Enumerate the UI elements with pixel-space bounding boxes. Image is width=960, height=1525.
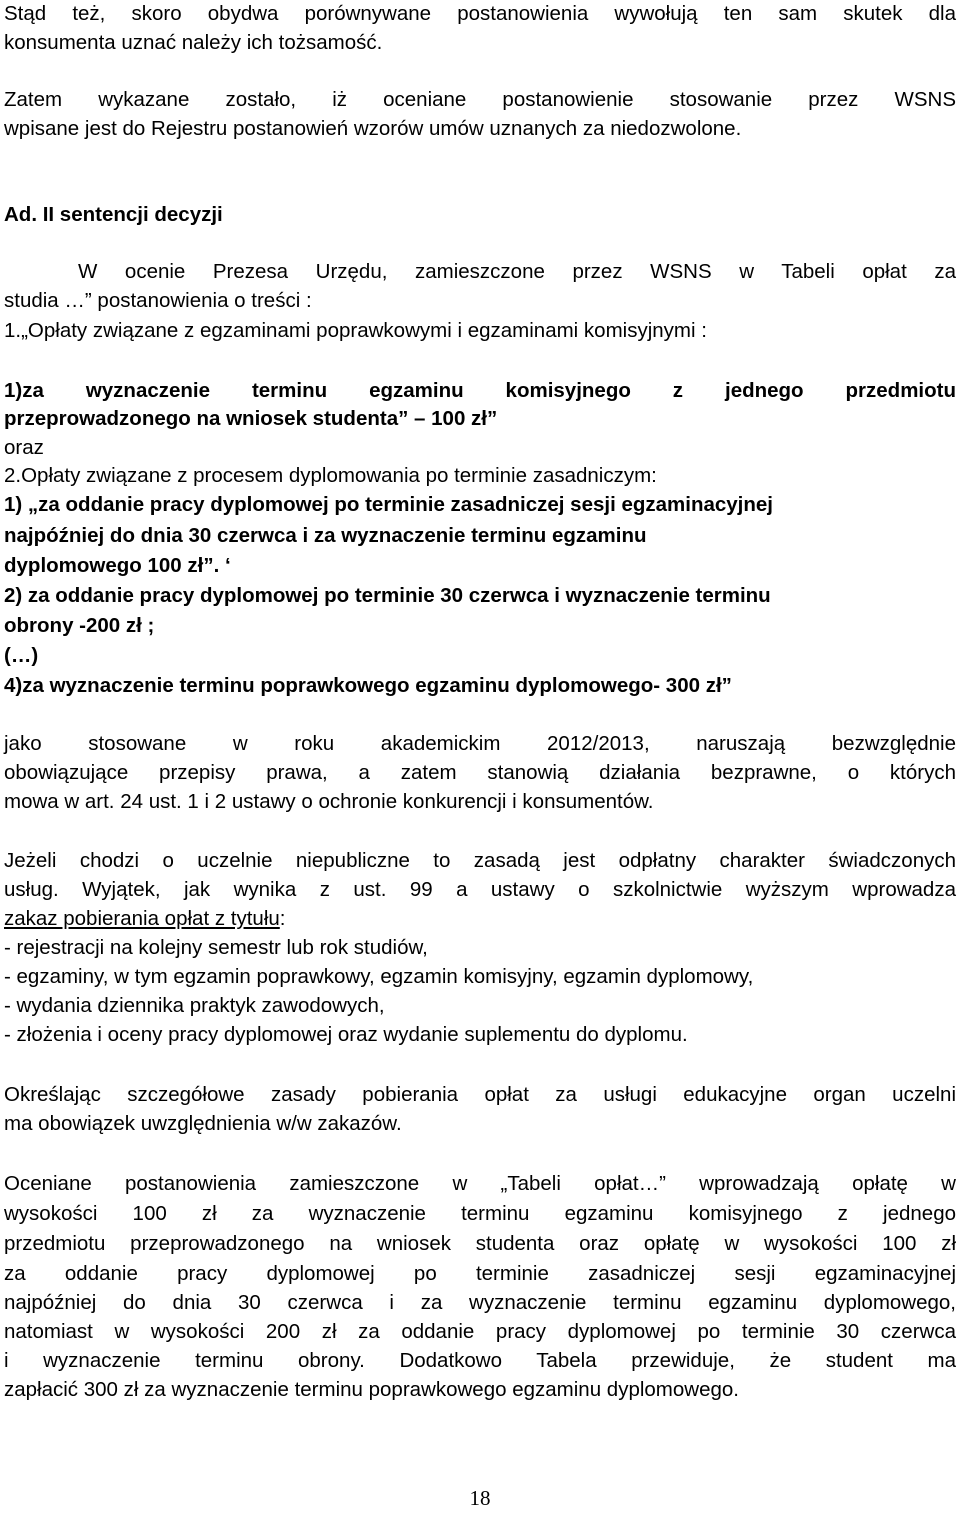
text-line: W ocenie Prezesa Urzędu, zamieszczone przez WSNS w Tabeli opłat za bbox=[78, 260, 956, 283]
text-line: przedmiotu przeprowadzonego na wniosek studenta oraz opłatę w wysokości 100 zł bbox=[4, 1232, 956, 1255]
text-line: dyplomowego 100 zł”. ‘ bbox=[4, 554, 231, 577]
list-item: - egzaminy, w tym egzamin poprawkowy, egzamin komisyjny, egzamin dyplomowy, bbox=[4, 965, 754, 988]
text-line: 1) „za oddanie pracy dyplomowej po terminie zasadniczej sesji egzaminacyjnej bbox=[4, 493, 774, 516]
text-line: natomiast w wysokości 200 zł za oddanie pracy dyplomowej po terminie 30 czerwca bbox=[4, 1320, 956, 1343]
text-line: za oddanie pracy dyplomowej po terminie zasadniczej sesji egzaminacyjnej bbox=[4, 1262, 956, 1285]
section-heading: Ad. II sentencji decyzji bbox=[4, 203, 223, 226]
text-line: Stąd też, skoro obydwa porównywane postanowienia wywołują ten sam skutek dla bbox=[4, 2, 956, 25]
text-line: 2) za oddanie pracy dyplomowej po terminie 30 czerwca i wyznaczenie terminu bbox=[4, 584, 771, 607]
text-line: 1.„Opłaty związane z egzaminami poprawkowymi i egzaminami komisyjnymi : bbox=[4, 319, 707, 342]
text-line: Zatem wykazane zostało, iż oceniane postanowienie stosowanie przez WSNS bbox=[4, 88, 956, 111]
text-line: wpisane jest do Rejestru postanowień wzorów umów uznanych za niedozwolone. bbox=[4, 117, 742, 140]
list-item: - rejestracji na kolejny semestr lub rok studiów, bbox=[4, 936, 428, 959]
text-line: jako stosowane w roku akademickim 2012/2013, naruszają bezwzględnie bbox=[4, 732, 956, 755]
text-line: wysokości 100 zł za wyznaczenie terminu egzaminu komisyjnego z jednego bbox=[4, 1202, 956, 1225]
text-line: Jeżeli chodzi o uczelnie niepubliczne to zasadą jest odpłatny charakter świadczonych bbox=[4, 849, 956, 872]
text-line: (…) bbox=[4, 644, 39, 667]
text-line: i wyznaczenie terminu obrony. Dodatkowo Tabela przewiduje, że student ma bbox=[4, 1349, 956, 1372]
colon: : bbox=[279, 907, 286, 930]
list-item: - wydania dziennika praktyk zawodowych, bbox=[4, 994, 385, 1017]
text-line: Oceniane postanowienia zamieszczone w „Tabeli opłat…” wprowadzają opłatę w bbox=[4, 1172, 956, 1195]
text-line: Określając szczegółowe zasady pobierania opłat za usługi edukacyjne organ uczelni bbox=[4, 1083, 956, 1106]
text-line: mowa w art. 24 ust. 1 i 2 ustawy o ochronie konkurencji i konsumentów. bbox=[4, 790, 654, 813]
text-line: przeprowadzonego na wniosek studenta” – 100 zł” bbox=[4, 407, 498, 430]
text-line: zapłacić 300 zł za wyznaczenie terminu poprawkowego egzaminu dyplomowego. bbox=[4, 1378, 739, 1401]
text-line: ma obowiązek uwzględnienia w/w zakazów. bbox=[4, 1112, 402, 1135]
text-line: usług. Wyjątek, jak wynika z ust. 99 a ustawy o szkolnictwie wyższym wprowadza bbox=[4, 878, 956, 901]
page-number: 18 bbox=[469, 1486, 491, 1510]
text-line: oraz bbox=[4, 436, 44, 459]
text-line: 1)za wyznaczenie terminu egzaminu komisyjnego z jednego przedmiotu bbox=[4, 379, 956, 402]
text-line: 4)za wyznaczenie terminu poprawkowego egzaminu dyplomowego- 300 zł” bbox=[4, 674, 732, 697]
text-line: 2.Opłaty związane z procesem dyplomowania po terminie zasadniczym: bbox=[4, 464, 657, 487]
text-line: obowiązujące przepisy prawa, a zatem stanowią działania bezprawne, o których bbox=[4, 761, 956, 784]
text-line bbox=[4, 904, 956, 933]
text-line: studia …” postanowienia o treści : bbox=[4, 289, 312, 312]
underlined-phrase: zakaz pobierania opłat z tytułu bbox=[4, 907, 280, 930]
text-line: obrony -200 zł ; bbox=[4, 614, 155, 637]
list-item: - złożenia i oceny pracy dyplomowej oraz wydanie suplementu do dyplomu. bbox=[4, 1023, 688, 1046]
text-line: najpóźniej do dnia 30 czerwca i za wyznaczenie terminu egzaminu dyplomowego, bbox=[4, 1291, 956, 1314]
text-line: najpóźniej do dnia 30 czerwca i za wyznaczenie terminu egzaminu bbox=[4, 524, 647, 547]
text-line: konsumenta uznać należy ich tożsamość. bbox=[4, 31, 383, 54]
